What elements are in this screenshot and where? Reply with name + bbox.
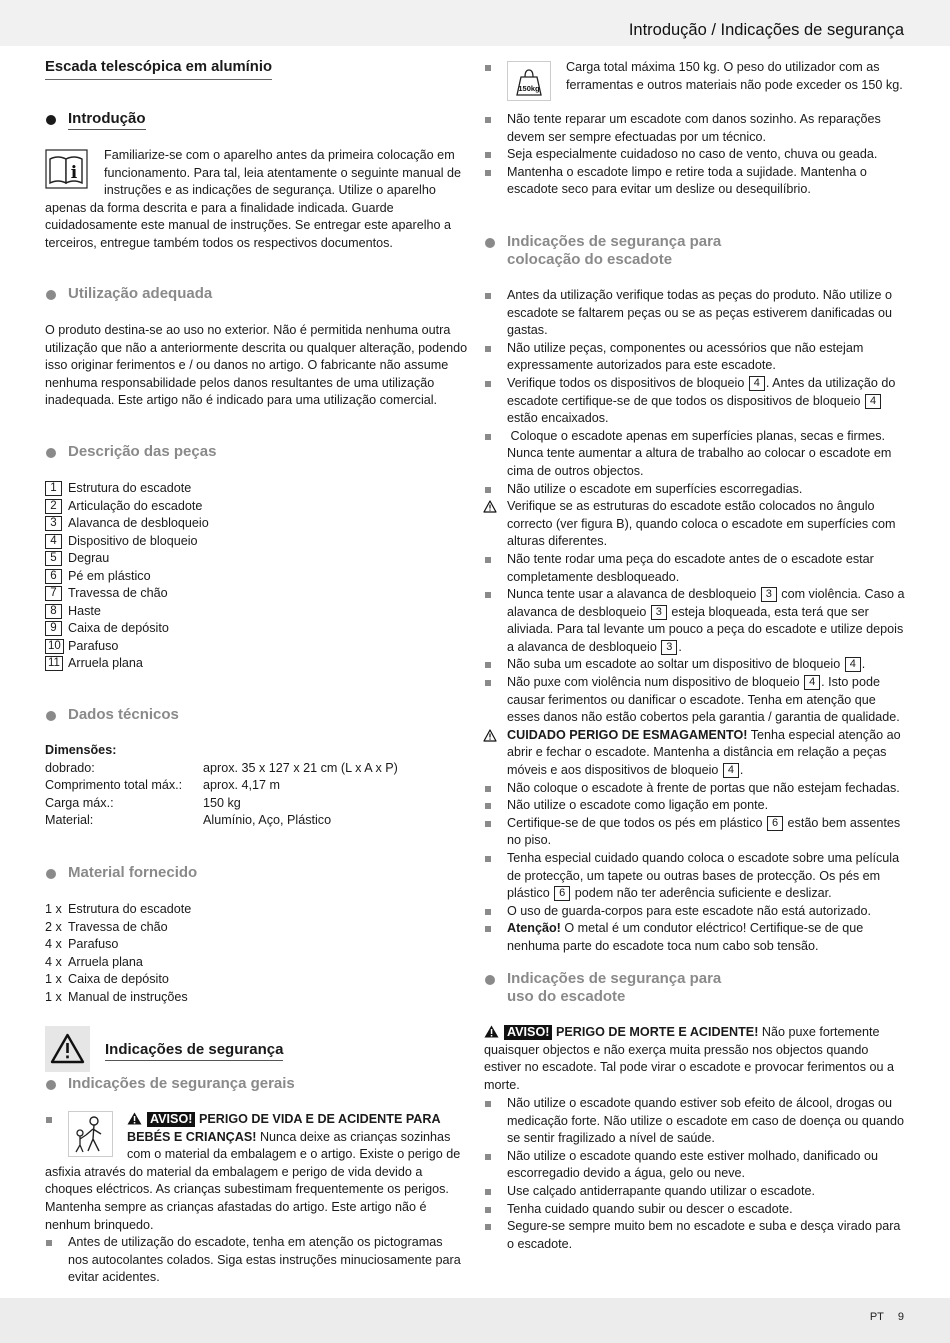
intended-use-heading: Utilização adequada: [45, 285, 212, 303]
safety-warning-box: [45, 1026, 90, 1072]
bullet-square-icon: [485, 786, 491, 792]
bullet-square-icon: [485, 293, 491, 299]
list-item: Verifique todos os dispositivos de bloqueio 4 . Antes da utilização do escadote certifique-se de que todos os dispositivos de bloqueio 4 estão encaixados.: [484, 375, 906, 428]
bullet-square-icon: [485, 926, 491, 932]
bullet-dot-icon: [46, 1080, 56, 1090]
part-number: 7: [45, 586, 62, 601]
bullet-square-icon: [485, 557, 491, 563]
list-item: CUIDADO PERIGO DE ESMAGAMENTO! Tenha especial atenção ao abrir e fechar o escadote. Mantenha a distância em relação a peças móveis e aos dispositivos de bloqueio 4 .: [484, 727, 906, 780]
aviso-badge: AVISO!: [504, 1025, 552, 1040]
warning-triangle-icon: [483, 500, 497, 513]
load-value: 150kg: [518, 84, 540, 93]
list-item: Use calçado antiderrapante quando utilizar o escadote.: [484, 1183, 906, 1201]
warning-triangle-icon: [45, 1026, 90, 1072]
placement-list: [484, 287, 906, 956]
bullet-square-icon: [485, 434, 491, 440]
general-safety-more: [484, 111, 906, 199]
intro-heading: Introdução: [45, 110, 146, 128]
bullet-square-icon: [485, 1101, 491, 1107]
page-number: 9: [897, 1311, 904, 1323]
bullet-square-icon: [485, 117, 491, 123]
bullet-square-icon: [485, 65, 491, 71]
bullet-square-icon: [485, 803, 491, 809]
list-item: [45, 638, 470, 656]
list-item: Não utilize o escadote quando estiver sob efeito de álcool, drogas ou medicação forte. Não utilize o escadote em caso de doença ou quando se sentir fragilizado a nível de saúde.: [484, 1095, 906, 1148]
list-item: Tenha especial cuidado quando coloca o escadote sobre uma película de protecção, um tapete ou outras bases de protecção. Os pés em plástico 6 podem não ter aderência suficiente e deslizar.: [484, 850, 906, 903]
part-label: Estrutura do escadote: [68, 481, 192, 495]
part-ref: 3: [651, 605, 667, 620]
usage-heading: Indicações de segurança para uso do escadote: [484, 970, 721, 1006]
usage-list: [484, 1095, 906, 1253]
intro-text: Familiarize-se com o aparelho antes da primeira colocação em funcionamento. Para tal, leia atentamente o seguinte manual de instruções e as indicações de segurança. Utilize o aparelho apenas da forma descrita e para a finalidade indicada. Guarde cuidadosamente este manual de instruções. Se entregar este aparelho a terceiros, entregue também todos os respectivos documentos.: [45, 148, 462, 250]
part-ref: 3: [661, 640, 677, 655]
language-code: PT: [869, 1311, 884, 1323]
part-ref: 4: [865, 394, 881, 409]
part-ref: 6: [767, 816, 783, 831]
bullet-dot-icon: [46, 711, 56, 721]
bullet-square-icon: [485, 170, 491, 176]
bullet-dot-icon: [46, 290, 56, 300]
general-safety-heading: Indicações de segurança gerais: [45, 1075, 295, 1093]
list-item: [45, 480, 470, 498]
part-number: 10: [45, 639, 64, 654]
part-number: 11: [45, 656, 63, 671]
list-item: Não utilize o escadote como ligação em ponte.: [484, 797, 906, 815]
list-item: Seja especialmente cuidadoso no caso de vento, chuva ou geada.: [484, 146, 906, 164]
bullet-dot-icon: [46, 448, 56, 458]
bullet-square-icon: [485, 381, 491, 387]
list-item: [45, 655, 470, 673]
parts-heading: Descrição das peças: [45, 443, 216, 461]
bullet-square-icon: [485, 152, 491, 158]
bullet-square-icon: [485, 680, 491, 686]
list-item: O uso de guarda-corpos para este escadote não está autorizado.: [484, 903, 906, 921]
list-item: 1 x Estrutura do escadote: [45, 902, 192, 916]
part-ref: 4: [723, 763, 739, 778]
list-item: Não coloque o escadote à frente de portas que não estejam fechadas.: [484, 780, 906, 798]
part-label: Caixa de depósito: [68, 621, 169, 635]
list-item: [45, 568, 470, 586]
list-item: [45, 620, 470, 638]
list-item: Antes de utilização do escadote, tenha em atenção os pictogramas nos autocolantes colados. Siga estas instruções minuciosamente para evitar acidentes.: [45, 1234, 465, 1287]
page-header-title: Introdução / Indicações de segurança: [628, 21, 904, 39]
list-item: Certifique-se de que todos os pés em plástico 6 estão bem assentes no piso.: [484, 815, 906, 850]
list-item: Segure-se sempre muito bem no escadote e suba e desça virado para o escadote.: [484, 1218, 906, 1253]
list-item: Não tente reparar um escadote com danos sozinho. As reparações devem ser sempre efectuadas por um técnico.: [484, 111, 906, 146]
list-item: Atenção! O metal é um condutor eléctrico! Certifique-se de que nenhuma parte do escadote toca num cabo sob tensão.: [484, 920, 906, 955]
dimensions-label: Dimensões:: [45, 743, 117, 757]
usage-warning: AVISO! PERIGO DE MORTE E ACIDENTE! Não puxe fortemente quaisquer objectos e não exerça muita pressão nos objectos quando estiver no escadote. Tal pode virar o escadote e provocar ferimentos ou a morte.: [484, 1025, 894, 1092]
list-item: Não puxe com violência num dispositivo de bloqueio 4 . Isto pode causar ferimentos ou danificar o escadote. Tenha em atenção que esses danos não estão cobertos pela garantia / garantia de qualidade.: [484, 674, 906, 727]
bullet-square-icon: [46, 1240, 52, 1246]
bullet-square-icon: [485, 1207, 491, 1213]
list-item: Tenha cuidado quando subir ou descer o escadote.: [484, 1201, 906, 1219]
bullet-square-icon: [485, 909, 491, 915]
page-footer: [856, 1309, 904, 1327]
part-number: 3: [45, 516, 62, 531]
list-item: Nunca tente usar a alavanca de desbloqueio 3 com violência. Caso a alavanca de desbloqueio 3 esteja bloqueada, esta terá que ser aliviada. Para tal levante um pouco a peça do escadote e utilize depois a alavanca de desbloqueio 3 .: [484, 586, 906, 656]
part-label: Articulação do escadote: [68, 498, 203, 513]
bullet-square-icon: [485, 487, 491, 493]
list-item: 4 x Arruela plana: [45, 954, 143, 969]
bullet-square-icon: [485, 1189, 491, 1195]
part-label: Dispositivo de bloqueio: [68, 533, 198, 548]
table-row: Comprimento total máx.: aprox. 4,17 m: [45, 778, 281, 793]
list-item: Não utilize peças, componentes ou acessórios que não estejam expressamente autorizados para este escadote.: [484, 340, 906, 375]
list-item: Não suba um escadote ao soltar um dispositivo de bloqueio 4 .: [484, 656, 906, 674]
list-item: Carga total máxima 150 kg. O peso do utilizador com as ferramentas e outros materiais não pode exceder os 150 kg.: [484, 59, 906, 103]
bullet-dot-icon: [46, 115, 56, 125]
supply-list: [45, 901, 470, 1006]
list-item: [45, 585, 470, 603]
table-row: dobrado: aprox. 35 x 127 x 21 cm (L x A x P): [45, 760, 398, 775]
part-label: Haste: [68, 603, 101, 618]
bullet-square-icon: [485, 592, 491, 598]
bullet-square-icon: [46, 1117, 52, 1123]
bullet-square-icon: [485, 1224, 491, 1230]
aviso-badge: AVISO!: [147, 1112, 195, 1127]
list-item: 4 x Parafuso: [45, 937, 119, 951]
footer-band: [0, 1298, 950, 1343]
table-row: Carga máx.: 150 kg: [45, 795, 241, 810]
list-item: Coloque o escadote apenas em superfícies planas, secas e firmes. Nunca tente aumentar a altura de trabalho ao colocar o escadote em cima de outros objectos.: [484, 428, 906, 481]
part-number: 6: [45, 569, 62, 584]
list-item: Mantenha o escadote limpo e retire toda a sujidade. Mantenha o escadote seco para evitar um deslize ou desequilíbrio.: [484, 164, 906, 199]
part-number: 9: [45, 621, 62, 636]
safety-heading: Indicações de segurança: [105, 1041, 283, 1059]
bullet-dot-icon: [485, 975, 495, 985]
part-ref: 3: [761, 587, 777, 602]
tech-heading: Dados técnicos: [45, 706, 179, 724]
document-title: Escada telescópica em alumínio: [45, 57, 272, 80]
list-item: [45, 498, 470, 516]
list-item: Não utilize o escadote quando este estiver molhado, danificado ou escorregadio devido a água, gelo ou neve.: [484, 1148, 906, 1183]
warning-triangle-icon: [127, 1112, 142, 1125]
list-item: [45, 533, 470, 551]
warning-triangle-icon: [484, 1025, 499, 1038]
part-number: 4: [45, 534, 62, 549]
part-ref: 6: [554, 886, 570, 901]
list-item: AVISO! PERIGO DE VIDA E DE ACIDENTE PARA BEBÉS E CRIANÇAS! Nunca deixe as crianças sozinhas com o material da embalagem e o artigo. Existe o perigo de asfixia através do material da embalagem e perigo de vida devido a choques eléctricos. As crianças subestimam frequentemente os perigos. Mantenha sempre as crianças afastadas do artigo. Este artigo não é nenhum brinquedo.: [45, 1112, 461, 1232]
supply-heading: Material fornecido: [45, 864, 197, 882]
table-row: Material: Alumínio, Aço, Plástico: [45, 813, 332, 828]
part-ref: 4: [749, 376, 765, 391]
parts-list: [45, 480, 470, 673]
list-item: Verifique se as estruturas do escadote estão colocados no ângulo correcto (ver figura B), quando coloca o escadote em superfícies com alturas diferentes.: [484, 498, 906, 551]
part-ref: 4: [845, 657, 861, 672]
part-label: Arruela plana: [68, 656, 143, 670]
part-number: 1: [45, 481, 62, 496]
list-item: Antes da utilização verifique todas as peças do produto. Não utilize o escadote se faltarem peças ou se as peças estiverem danificadas ou gastas.: [484, 287, 906, 340]
list-item: [45, 515, 470, 533]
warning-triangle-icon: [483, 729, 497, 742]
list-item: Não tente rodar uma peça do escadote antes de o escadote estar completamente desbloqueado.: [484, 551, 906, 586]
svg-text:i: i: [70, 163, 78, 183]
part-label: Travessa de chão: [68, 586, 168, 600]
part-number: 2: [45, 499, 62, 514]
bullet-dot-icon: [485, 238, 495, 248]
bullet-square-icon: [485, 1154, 491, 1160]
list-item: [45, 550, 470, 568]
part-number: 8: [45, 604, 62, 619]
tech-data-table: [45, 742, 470, 830]
bullet-square-icon: [485, 662, 491, 668]
part-label: Degrau: [68, 551, 110, 565]
bullet-dot-icon: [46, 869, 56, 879]
list-item: 1 x Manual de instruções: [45, 989, 188, 1004]
list-item: 1 x Caixa de depósito: [45, 972, 169, 986]
bullet-square-icon: [485, 856, 491, 862]
child-hazard-icon: [68, 1111, 113, 1157]
part-label: Parafuso: [68, 638, 119, 653]
list-item: 2 x Travessa de chão: [45, 919, 168, 934]
part-ref: 4: [804, 675, 820, 690]
placement-heading: Indicações de segurança para colocação do escadote: [484, 233, 721, 269]
part-number: 5: [45, 551, 62, 566]
part-label: Alavanca de desbloqueio: [68, 516, 209, 530]
bullet-square-icon: [485, 346, 491, 352]
intended-use-text: O produto destina-se ao uso no exterior. Não é permitida nenhuma outra utilização que não a anteriormente descrita ou qualquer alteração, podendo isso originar ferimentos e / ou danos no artigo. O fabricante não assume nenhuma responsabilidade pelos danos resultantes de uma utilização inadequada. Este artigo não é indicado para uma utilização comercial.: [45, 323, 468, 408]
list-item: Não utilize o escadote em superfícies escorregadias.: [484, 481, 906, 499]
list-item: [45, 603, 470, 621]
part-label: Pé em plástico: [68, 568, 151, 583]
max-load-icon: [507, 61, 551, 101]
bullet-square-icon: [485, 821, 491, 827]
